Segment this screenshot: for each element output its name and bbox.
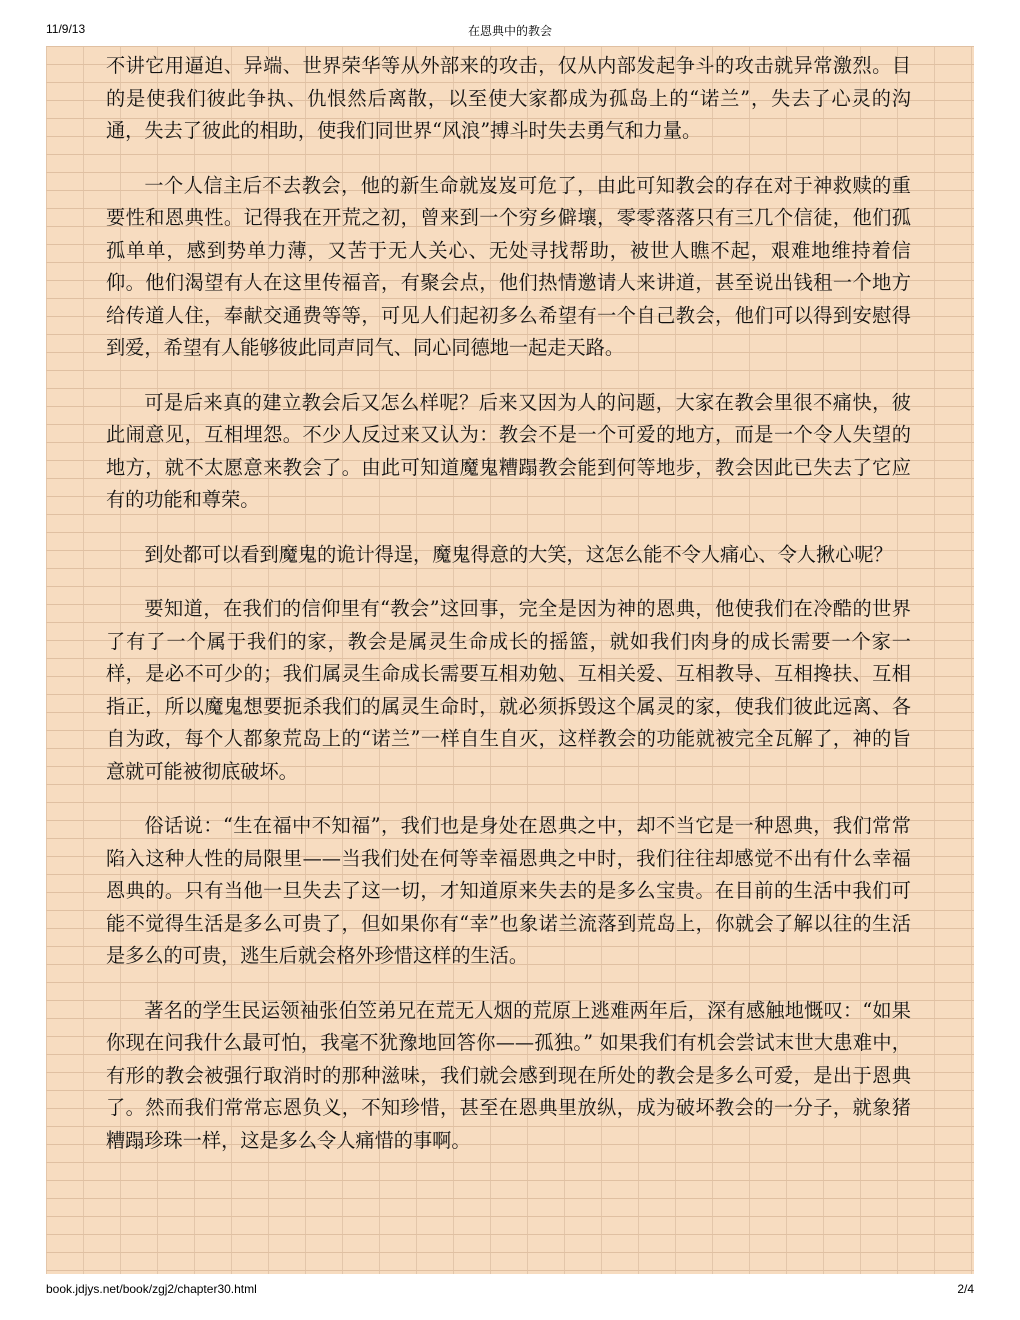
paragraph-3: 可是后来真的建立教会后又怎么样呢？后来又因为人的问题，大家在教会里很不痛快，彼此闹意见，互相埋怨。不少人反过来又认为：教会不是一个可爱的地方，而是一个令人失望的地方，就不太愿意来教会了。由此可知道魔鬼糟蹋教会能到何等地步，教会因此已失去了它应有的功能和尊荣。 — [106, 390, 911, 511]
print-date: 11/9/13 — [46, 22, 86, 36]
print-header — [46, 22, 974, 42]
paragraph-4: 到处都可以看到魔鬼的诡计得逞，魔鬼得意的大笑，这怎么能不令人痛心、令人揪心呢？ — [144, 542, 893, 566]
paragraph-6: 俗话说：“生在福中不知福”，我们也是身处在恩典之中，却不当它是一种恩典，我们常常陷入这种人性的局限里——当我们处在何等幸福恩典之中时，我们往往却感觉不出有什么幸福恩典的。只有当他一旦失去了这一切，才知道原来失去的是多么宝贵。在目前的生活中我们可能不觉得生活是多么可贵了，但如果你有“幸”也象诺兰流落到荒岛上，你就会了解以往的生活是多么的可贵，逃生后就会格外珍惜这样的生活。 — [106, 814, 911, 967]
article-body — [106, 50, 911, 1179]
page-url: book.jdjys.net/book/zgj2/chapter30.html — [46, 1282, 257, 1296]
print-footer — [46, 1282, 974, 1302]
paragraph-7: 著名的学生民运领袖张伯笠弟兄在荒无人烟的荒原上逃难两年后，深有感触地慨叹：“如果你现在问我什么最可怕，我毫不犹豫地回答你——孤独。” 如果我们有机会尝试末世大患难中，有形的教会被强行取消时的那种滋味，我们就会感到现在所处的教会是多么可爱，是出于恩典了。然而我们常常忘恩负义，不知珍惜，甚至在恩典里放纵，成为破坏教会的一分子，就象猪糟蹋珍珠一样，这是多么令人痛惜的事啊。 — [106, 998, 911, 1152]
paragraph-2: 一个人信主后不去教会，他的新生命就岌岌可危了，由此可知教会的存在对于神救赎的重要性和恩典性。记得我在开荒之初，曾来到一个穷乡僻壤，零零落落只有三几个信徒，他们孤孤单单，感到势单力薄，又苦于无人关心、无处寻找帮助，被世人瞧不起，艰难地维持着信仰。他们渴望有人在这里传福音，有聚会点，他们热情邀请人来讲道，甚至说出钱租一个地方给传道人住，奉献交通费等等，可见人们起初多么希望有一个自己教会，他们可以得到安慰得到爱，希望有人能够彼此同声同气、同心同德地一起走天路。 — [106, 173, 911, 359]
page-number: 2/4 — [957, 1282, 974, 1296]
page-title: 在恩典中的教会 — [467, 24, 552, 38]
paragraph-5: 要知道，在我们的信仰里有“教会”这回事，完全是因为神的恩典，他使我们在冷酷的世界了有了一个属于我们的家，教会是属灵生命成长的摇篮，就如我们肉身的成长需要一个家一样，是必不可少的；我们属灵生命成长需要互相劝勉、互相关爱、互相教导、互相搀扶、互相指正，所以魔鬼想要扼杀我们的属灵生命时，就必须拆毁这个属灵的家，使我们彼此远离、各自为政，每个人都象荒岛上的“诺兰”一样自生自灭，这样教会的功能就被完全瓦解了，神的旨意就可能被彻底破坏。 — [106, 597, 911, 783]
paragraph-1: 不讲它用逼迫、异端、世界荣华等从外部来的攻击，仅从内部发起争斗的攻击就异常激烈。目的是使我们彼此争执、仇恨然后离散，以至使大家都成为孤岛上的“诺兰”，失去了心灵的沟通，失去了彼此的相助，使我们同世界“风浪”搏斗时失去勇气和力量。 — [106, 54, 911, 142]
brick-background — [46, 46, 974, 1274]
